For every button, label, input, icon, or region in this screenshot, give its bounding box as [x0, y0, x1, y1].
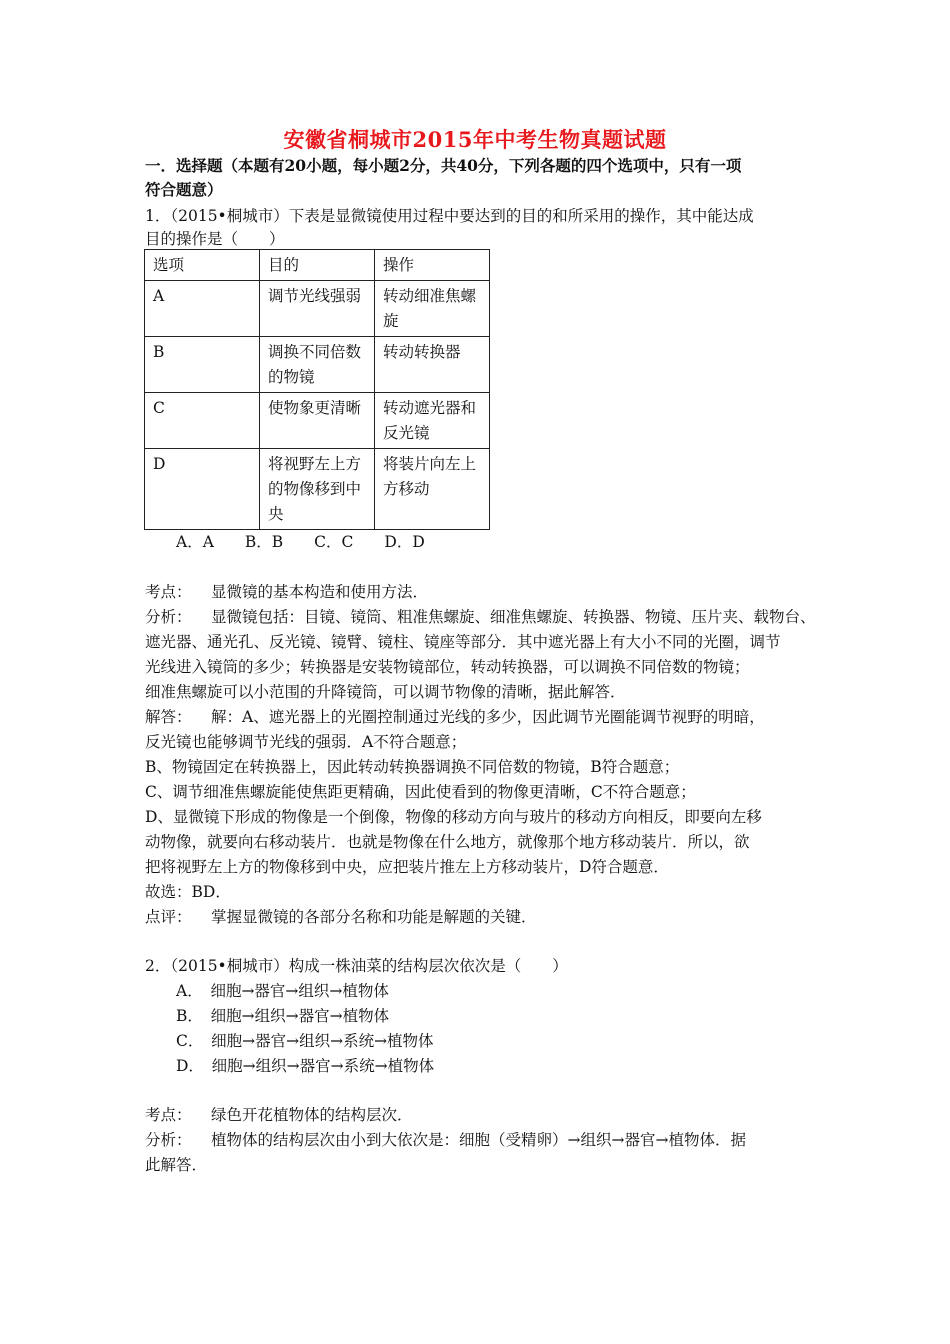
section-heading-cont: 符合题意） [145, 180, 223, 199]
table-cell-operation: 转动细准焦螺旋 [375, 281, 490, 337]
q1-stem-cont: 目的操作是（ ） [145, 230, 285, 248]
q1-answer: 故选：BD． [145, 883, 231, 901]
q2-stem: 2．（2015•桐城市）构成一株油菜的结构层次依次是（ ） [145, 957, 568, 975]
table-cell-operation: 转动遮光器和反光镜 [375, 393, 490, 449]
q1-kaodian [145, 582, 428, 602]
kaodian-label: 考点： [145, 583, 192, 601]
q2-choice-c: C． 细胞→器官→组织→系统→植物体 [176, 1032, 434, 1050]
q1-jieda-cont: C、调节细准焦螺旋能使焦距更精确，因此使看到的物像更清晰，C不符合题意； [145, 783, 696, 801]
table-cell-goal: 调节光线强弱 [260, 281, 375, 337]
q1-dianping [145, 907, 537, 927]
table-row [145, 337, 490, 393]
q1-fenxi [145, 607, 816, 627]
page-title: 安徽省桐城市2015年中考生物真题试题 [283, 127, 667, 152]
fenxi-label: 分析： [145, 608, 192, 626]
dianping-label: 点评： [145, 908, 192, 926]
fenxi-text: 植物体的结构层次由小到大依次是：细胞（受精卵）→组织→器官→植物体．据 [211, 1131, 746, 1149]
table-cell-operation: 转动转换器 [375, 337, 490, 393]
table-row [145, 281, 490, 337]
table-row [145, 449, 490, 530]
section-heading: 一．选择题（本题有20小题，每小题2分，共40分，下列各题的四个选项中，只有一项 [145, 156, 742, 175]
table-row [145, 393, 490, 449]
jieda-text: 解：A、遮光器上的光圈控制通过光线的多少，因此调节光圈能调节视野的明暗， [211, 708, 765, 726]
table-cell-operation: 将装片向左上方移动 [375, 449, 490, 530]
table-header-row [145, 250, 490, 281]
table-header-cell: 操作 [375, 250, 490, 281]
q1-jieda-cont: 反光镜也能够调节光线的强弱．A不符合题意； [145, 733, 467, 751]
table-cell-goal: 使物象更清晰 [260, 393, 375, 449]
q1-jieda-cont: B、物镜固定在转换器上，因此转动转换器调换不同倍数的物镜，B符合题意； [145, 758, 680, 776]
fenxi-text: 显微镜包括：目镜、镜筒、粗准焦螺旋、细准焦螺旋、转换器、物镜、压片夹、载物台、 [211, 608, 816, 626]
q1-options-table [144, 249, 490, 530]
table-cell-goal: 将视野左上方的物像移到中央 [260, 449, 375, 530]
q2-choice-d: D． 细胞→组织→器官→系统→植物体 [176, 1057, 435, 1075]
table-cell-option: B [145, 337, 260, 393]
jieda-label: 解答： [145, 708, 192, 726]
q1-jieda-cont: D、显微镜下形成的物像是一个倒像，物像的移动方向与玻片的移动方向相反，即要向左移 [145, 808, 762, 826]
dianping-text: 掌握显微镜的各部分名称和功能是解题的关键． [211, 908, 537, 926]
table-cell-goal: 调换不同倍数的物镜 [260, 337, 375, 393]
kaodian-label: 考点： [145, 1106, 192, 1124]
q2-choice-a: A． 细胞→器官→组织→植物体 [176, 982, 389, 1000]
fenxi-label: 分析： [145, 1131, 192, 1149]
table-cell-option: D [145, 449, 260, 530]
table-cell-option: A [145, 281, 260, 337]
q2-kaodian [145, 1105, 413, 1125]
table-cell-option: C [145, 393, 260, 449]
q1-jieda-cont: 把将视野左上方的物像移到中央，应把装片推左上方移动装片，D符合题意． [145, 858, 669, 876]
q1-fenxi-cont: 细准焦螺旋可以小范围的升降镜筒，可以调节物像的清晰，据此解答． [145, 683, 626, 701]
q1-stem: 1．（2015•桐城市）下表是显微镜使用过程中要达到的目的和所采用的操作，其中能达成 [145, 207, 754, 225]
q2-choice-b: B． 细胞→组织→器官→植物体 [176, 1007, 390, 1025]
q1-jieda-cont: 动物像，就要向右移动装片．也就是物像在什么地方，就像那个地方移动装片．所以，欲 [145, 833, 750, 851]
table-header-cell: 选项 [145, 250, 260, 281]
table-header-cell: 目的 [260, 250, 375, 281]
kaodian-text: 显微镜的基本构造和使用方法． [211, 583, 429, 601]
q1-fenxi-cont: 光线进入镜筒的多少；转换器是安装物镜部位，转动转换器，可以调换不同倍数的物镜； [145, 658, 750, 676]
q1-jieda [145, 707, 765, 727]
q2-fenxi [145, 1130, 746, 1150]
kaodian-text: 绿色开花植物体的结构层次． [211, 1106, 413, 1124]
q1-choices: A．A B．B C．C D．D [176, 533, 425, 551]
q2-fenxi-cont: 此解答． [145, 1156, 208, 1174]
q1-fenxi-cont: 遮光器、通光孔、反光镜、镜臂、镜柱、镜座等部分．其中遮光器上有大小不同的光圈，调节 [145, 633, 781, 651]
